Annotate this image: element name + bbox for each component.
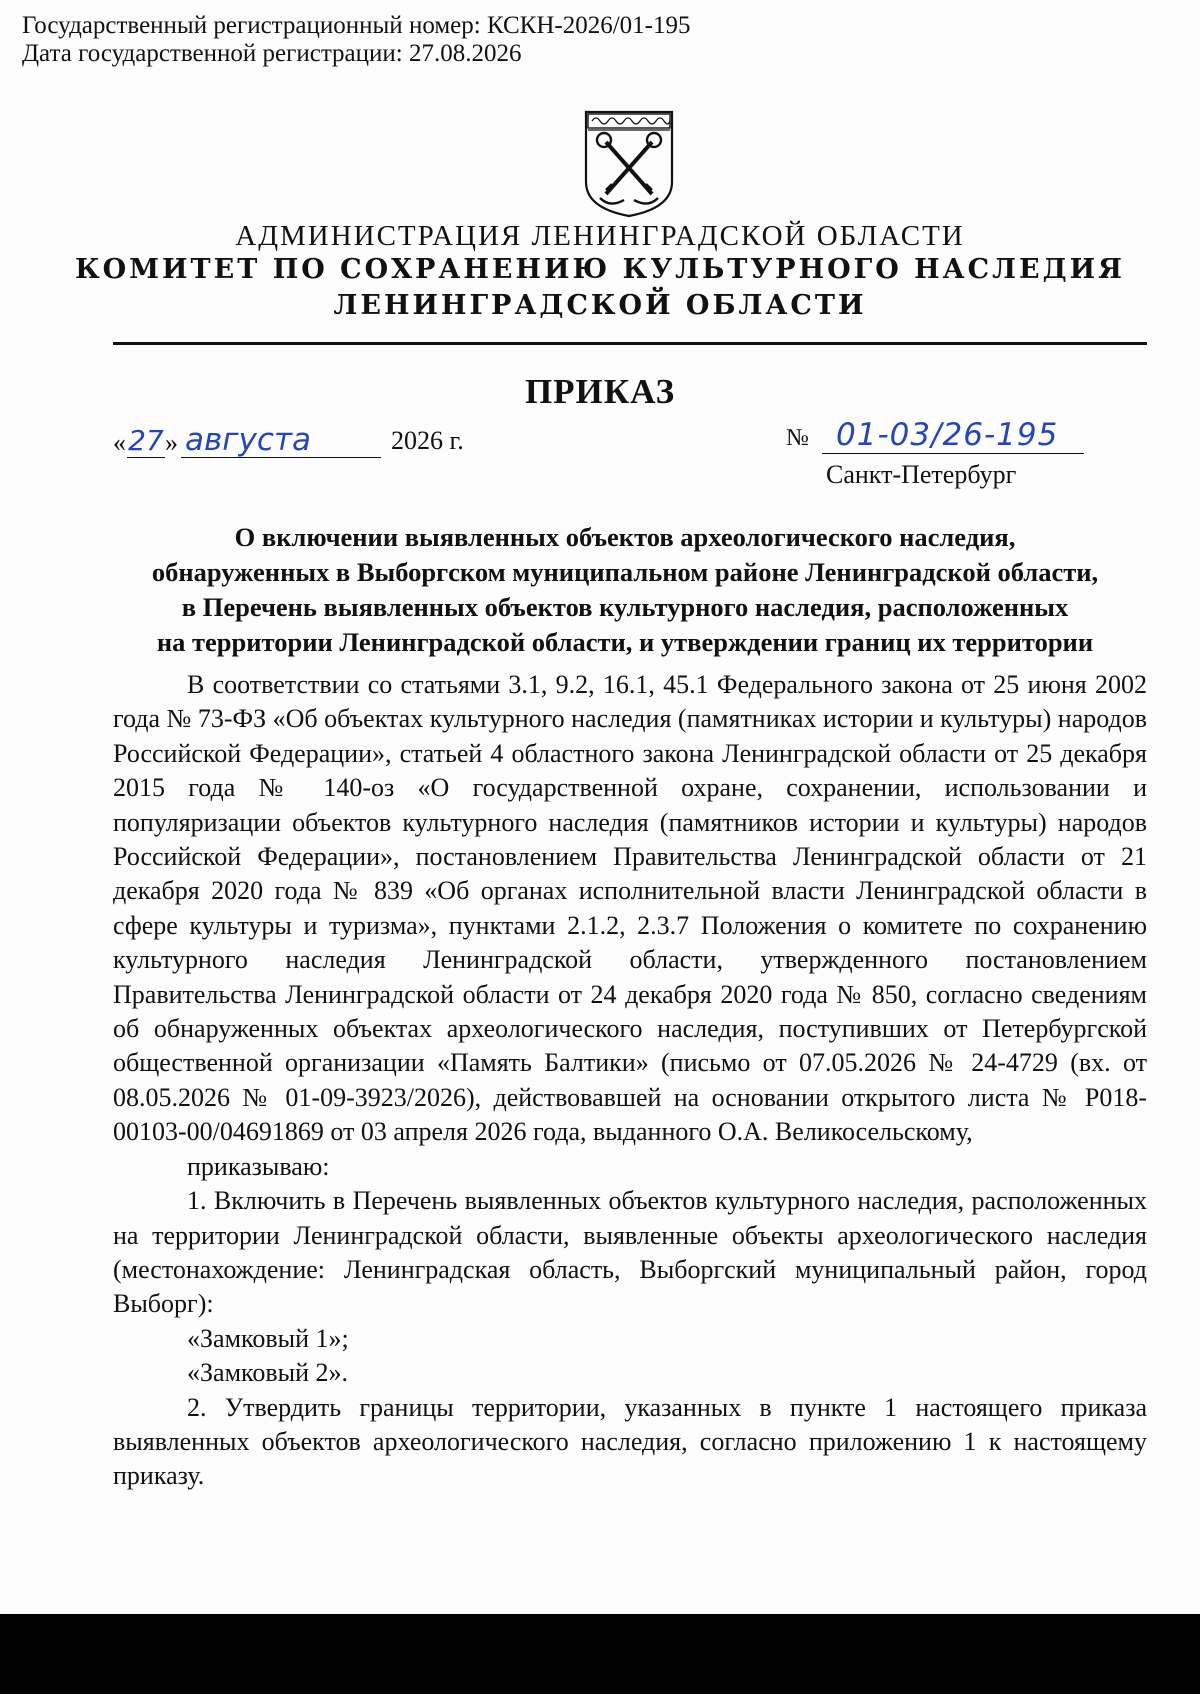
date-close-quote: » [165,428,178,457]
preamble-paragraph: В соответствии со статьями 3.1, 9.2, 16.1, 45.1 Федерального закона от 25 июня 2002 года № 73-ФЗ «Об объектах культурного наследия (памятниках истории и культуры) народов Российской Федерации», статьей 4 областного закона Ленинградской области от 25 декабря 2015 года № 140-оз «О государственной охране, сохранении, использовании и популяризации объектов культурного наследия (памятников истории и культуры) народов Российской Федерации», постановлением Правительства Ленинградской области от 21 декабря 2020 года № 839 «Об органах исполнительной власти Ленинградской области в сфере культуры и туризма», пунктами 2.1.2, 2.3.7 Положения о комитете по сохранению культурного наследия Ленинградской области, утвержденного постановлением Правительства Ленинградской области от 24 декабря 2020 года № 850, согласно сведениям об обнаруженных объектах археологического наследия, поступивших от Петербургской общественной организации «Память Балтики» (письмо от 07.05.2026 № 24-4729 (вх. от 08.05.2026 № 01-09-3923/2026), действовавшей на основании открытого листа № Р018-00103-00/04691869 от 03 апреля 2026 года, выданного О.А. Великосельскому, [113,670,1147,1147]
city: Санкт-Петербург [826,460,1017,489]
region-name: ЛЕНИНГРАДСКОЙ ОБЛАСТИ [333,290,867,321]
subject-line: О включении выявленных объектов археологического наследия, [234,522,1016,552]
order-body [113,668,1147,1494]
date-year: 2026 г. [391,426,464,455]
object-2: «Замковый 2». [187,1358,348,1388]
number-value: 01-03/26-195 [822,417,1084,454]
administration-name: АДМИНИСТРАЦИЯ ЛЕНИНГРАДСКОЙ ОБЛАСТИ [235,220,965,252]
header-divider [113,342,1147,345]
coat-of-arms-icon [582,108,676,220]
date-month: августа [181,423,381,458]
order-word: приказываю: [187,1151,330,1181]
order-number [786,414,1146,458]
registration-number: Государственный регистрационный номер: КСКН-2026/01-195 [22,12,691,39]
date-open-quote: « [113,428,126,457]
scan-bottom-bar [0,1614,1200,1694]
number-sign: № [786,425,809,451]
subject-line: на территории Ленинградской области, и утверждении границ их территории [156,627,1094,657]
order-date [113,418,533,462]
item-2: 2. Утвердить границы территории, указанных в пункте 1 настоящего приказа выявленных объектов археологического наследия, согласно приложению 1 к настоящему приказу. [113,1392,1147,1491]
committee-name: КОМИТЕТ ПО СОХРАНЕНИЮ КУЛЬТУРНОГО НАСЛЕДИЯ [75,254,1125,285]
registration-header [22,12,691,68]
item-1: 1. Включить в Перечень выявленных объектов культурного наследия, расположенных на территории Ленинградской области, выявленные объекты археологического наследия (местонахождение: Ленинградская область, Выборгский муниципальный район, город Выборг): [113,1186,1147,1319]
order-subject [100,520,1150,660]
document-type: ПРИКАЗ [524,372,676,411]
subject-line: в Перечень выявленных объектов культурного наследия, расположенных [181,592,1069,622]
object-1: «Замковый 1»; [187,1323,349,1353]
subject-line: обнаруженных в Выборгском муниципальном районе Ленинградской области, [151,557,1099,587]
registration-date: Дата государственной регистрации: 27.08.2026 [22,40,522,67]
date-day: 27 [128,424,164,457]
